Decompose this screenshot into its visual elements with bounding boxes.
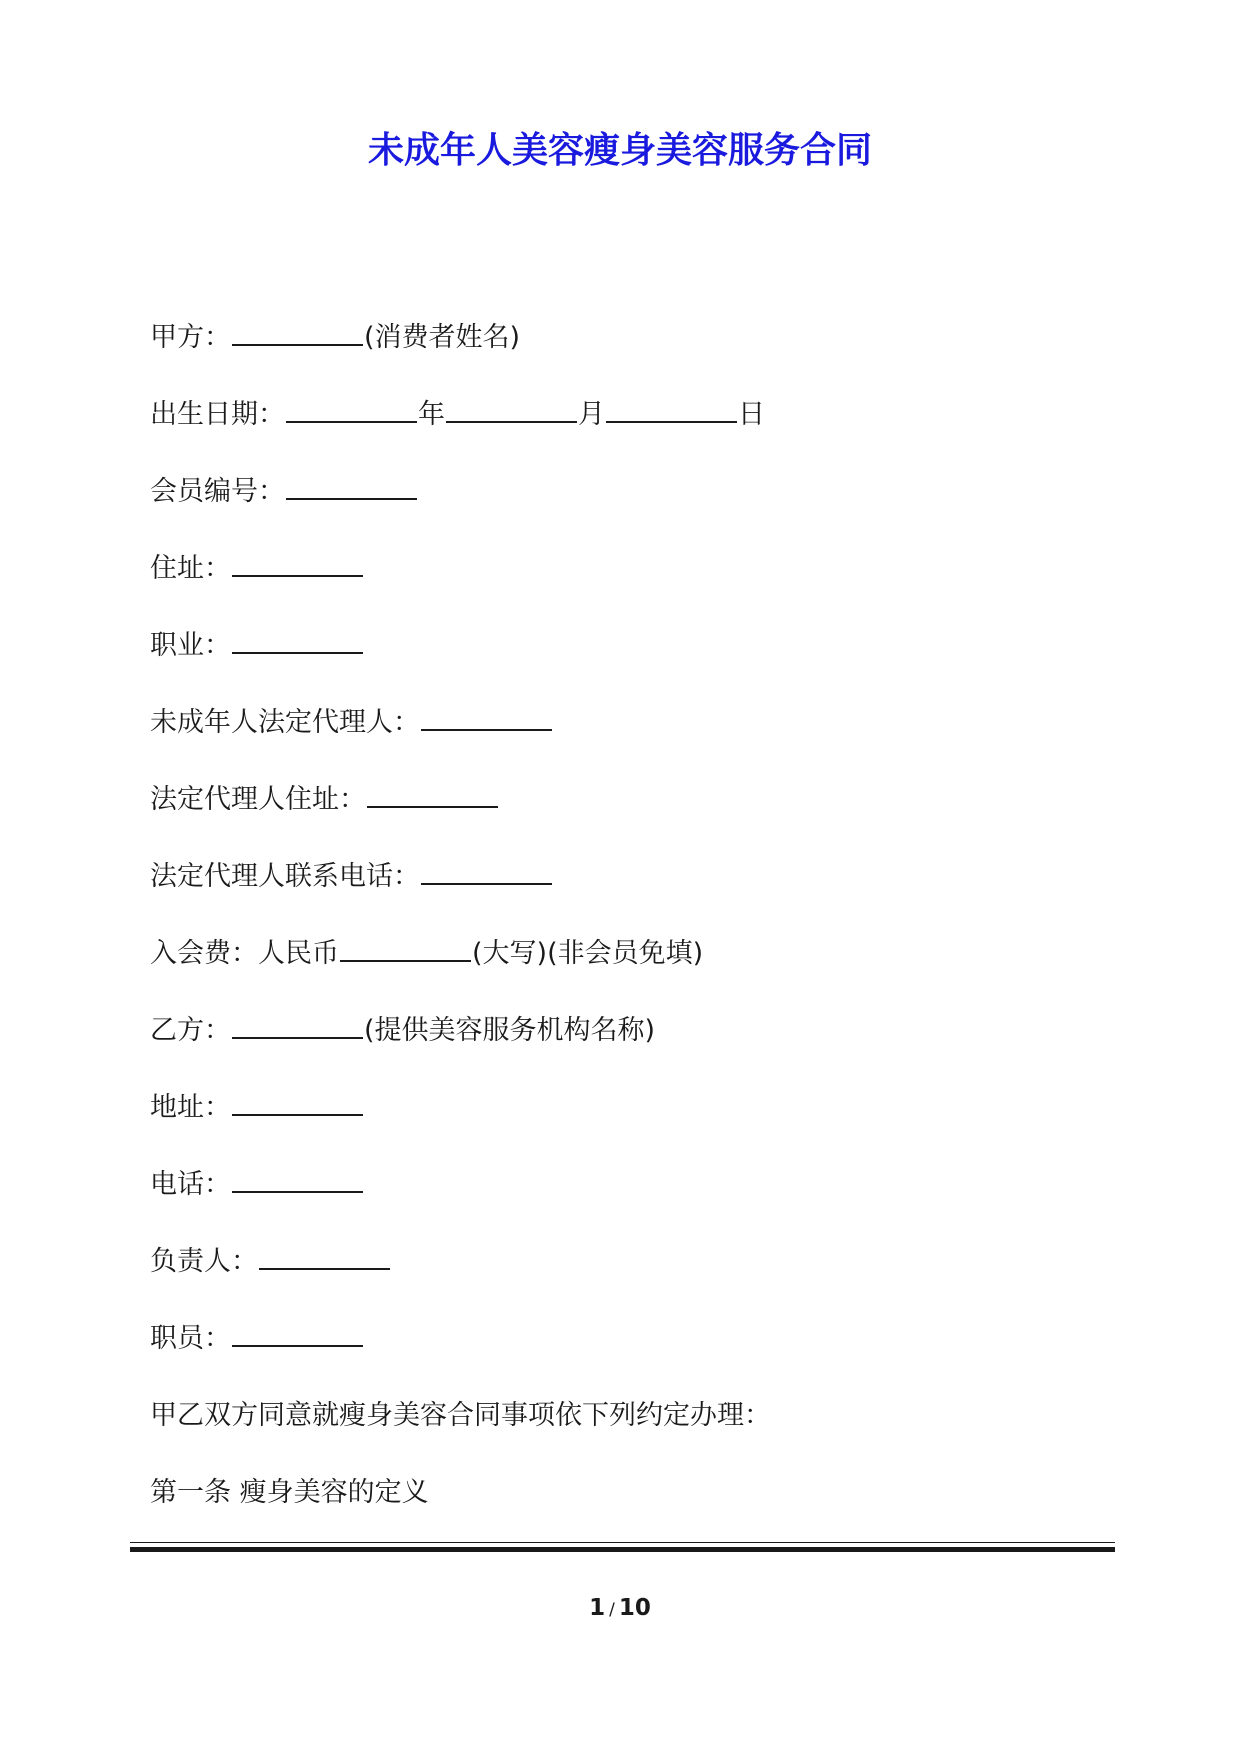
b-address-blank[interactable] bbox=[232, 1088, 363, 1116]
guardian-phone-line bbox=[150, 857, 553, 897]
b-staff-line bbox=[150, 1319, 364, 1359]
occupation-line bbox=[150, 626, 364, 666]
document-title: 未成年人美容瘦身美容服务合同 bbox=[367, 130, 872, 171]
party-b-blank[interactable] bbox=[232, 1011, 363, 1039]
guardian-label: 未成年人法定代理人： bbox=[150, 707, 420, 738]
party-b-label: 乙方： bbox=[150, 1015, 231, 1046]
party-b-note: (提供美容服务机构名称) bbox=[364, 1015, 656, 1046]
occupation-label: 职业： bbox=[150, 630, 231, 661]
b-manager-line bbox=[150, 1242, 391, 1282]
guardian-address-label: 法定代理人住址： bbox=[150, 784, 366, 815]
birth-year-blank[interactable] bbox=[286, 395, 417, 423]
member-no-label: 会员编号： bbox=[150, 476, 285, 507]
footer-divider-thick bbox=[130, 1547, 1115, 1552]
entry-fee-label: 入会费：人民币 bbox=[150, 938, 339, 969]
b-staff-blank[interactable] bbox=[232, 1319, 363, 1347]
guardian-address-line bbox=[150, 780, 499, 820]
article-1-heading: 第一条 瘦身美容的定义 bbox=[150, 1477, 429, 1508]
b-manager-label: 负责人： bbox=[150, 1246, 258, 1277]
member-no-blank[interactable] bbox=[286, 472, 417, 500]
footer-divider-thin bbox=[130, 1542, 1115, 1543]
address-label: 住址： bbox=[150, 553, 231, 584]
b-address-line bbox=[150, 1088, 364, 1128]
b-phone-label: 电话： bbox=[150, 1169, 231, 1200]
birth-date-label: 出生日期： bbox=[150, 399, 285, 430]
page-separator: / bbox=[609, 1600, 615, 1620]
member-no-line bbox=[150, 472, 418, 512]
birth-day-unit: 日 bbox=[738, 399, 765, 430]
current-page: 1 bbox=[589, 1595, 606, 1621]
guardian-line bbox=[150, 703, 553, 743]
guardian-address-blank[interactable] bbox=[367, 780, 498, 808]
page-number bbox=[0, 1595, 1240, 1621]
b-staff-label: 职员： bbox=[150, 1323, 231, 1354]
b-address-label: 地址： bbox=[150, 1092, 231, 1123]
birth-year-unit: 年 bbox=[418, 399, 445, 430]
birth-month-blank[interactable] bbox=[446, 395, 577, 423]
b-phone-blank[interactable] bbox=[232, 1165, 363, 1193]
b-manager-blank[interactable] bbox=[259, 1242, 390, 1270]
address-blank[interactable] bbox=[232, 549, 363, 577]
guardian-phone-label: 法定代理人联系电话： bbox=[150, 861, 420, 892]
party-a-label: 甲方： bbox=[150, 322, 231, 353]
birth-month-unit: 月 bbox=[578, 399, 605, 430]
b-phone-line bbox=[150, 1165, 364, 1205]
entry-fee-line bbox=[150, 934, 703, 974]
agreement-text: 甲乙双方同意就瘦身美容合同事项依下列约定办理： bbox=[150, 1400, 771, 1431]
party-b-line bbox=[150, 1011, 655, 1051]
total-pages: 10 bbox=[618, 1595, 651, 1621]
occupation-blank[interactable] bbox=[232, 626, 363, 654]
entry-fee-blank[interactable] bbox=[340, 934, 471, 962]
guardian-blank[interactable] bbox=[421, 703, 552, 731]
birth-date-line bbox=[150, 395, 765, 435]
guardian-phone-blank[interactable] bbox=[421, 857, 552, 885]
address-line bbox=[150, 549, 364, 589]
entry-fee-note: (大写)(非会员免填) bbox=[472, 938, 704, 969]
birth-day-blank[interactable] bbox=[606, 395, 737, 423]
party-a-note: (消费者姓名) bbox=[364, 322, 521, 353]
party-a-blank[interactable] bbox=[232, 318, 363, 346]
party-a-line bbox=[150, 318, 520, 358]
